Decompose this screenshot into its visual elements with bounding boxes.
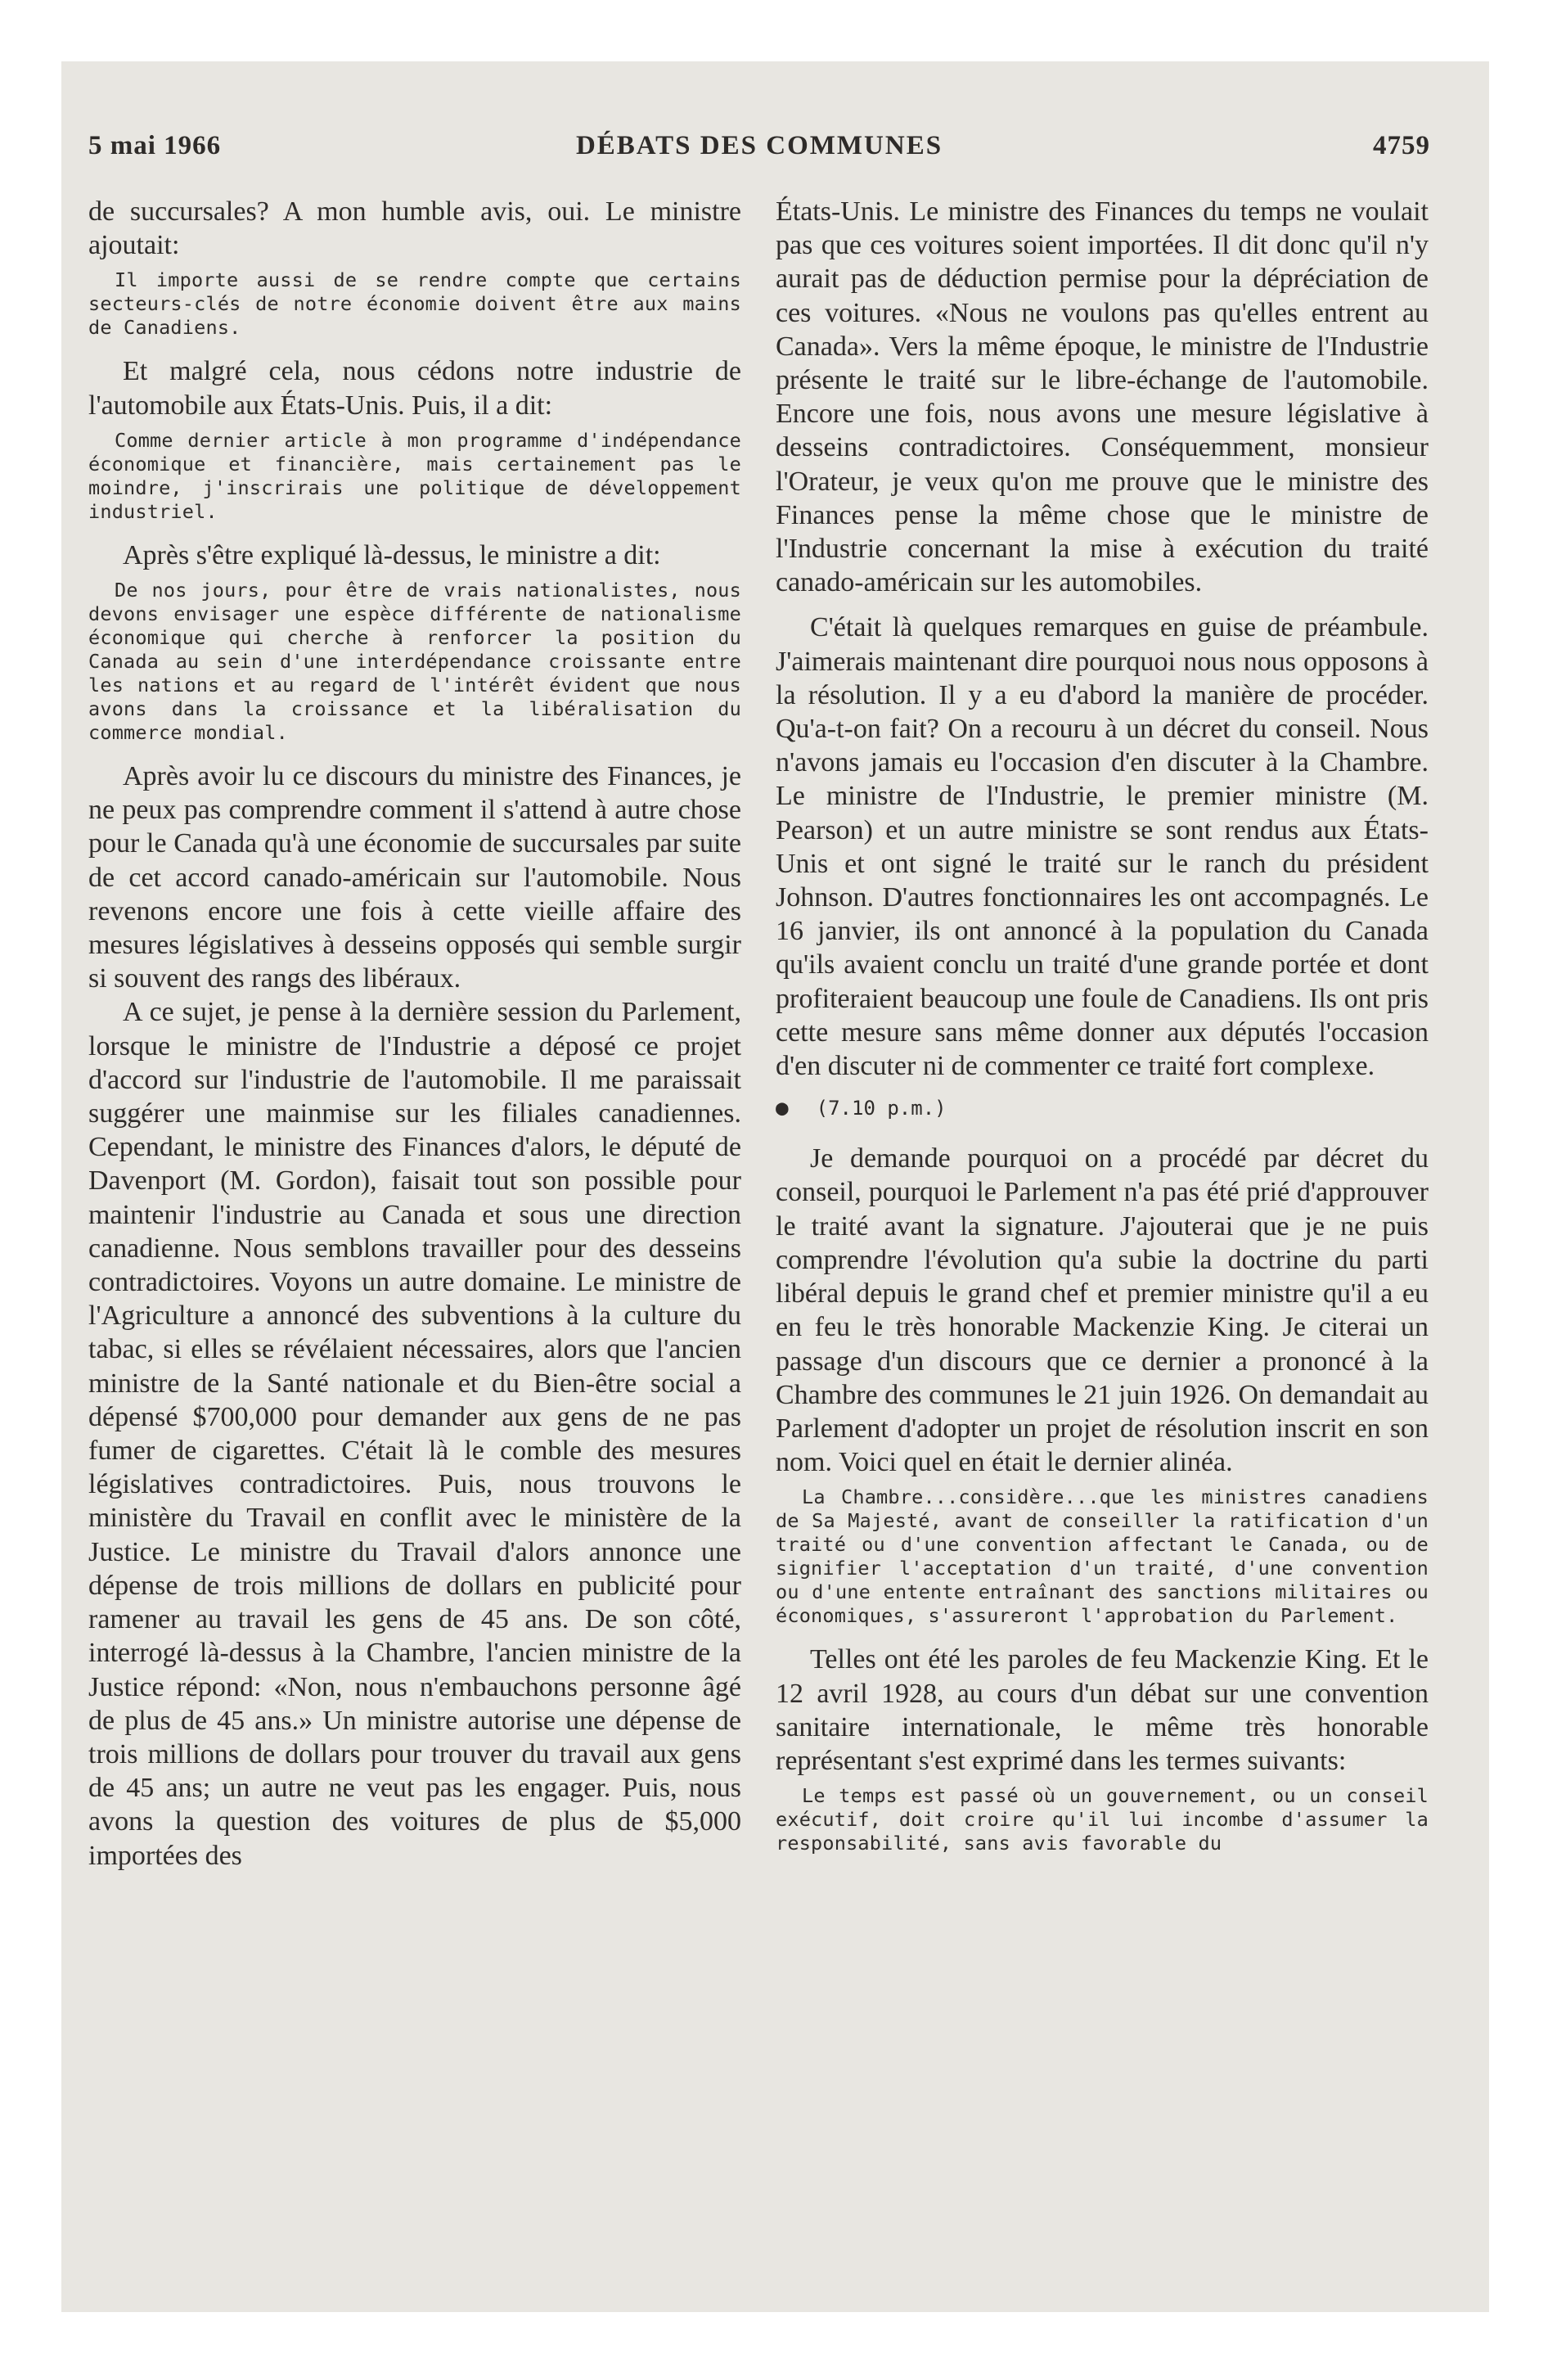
paragraph: C'était là quelques remarques en guise de préambule. J'aimerais maintenant dire pourquoi nous nous opposons à la résolution. Il y a eu d'abord la manière de procéder. Qu'a-t-on fait? On a recouru à un décret du conseil. Nous n'avons jamais eu l'occasion d'en discuter à la Chambre. Le ministre de l'Industrie, le premier ministre (M. Pearson) et un autre ministre se sont rendus aux États-Unis et ont signé le traité sur le ranch du président Johnson. D'autres fonctionnaires les ont accompagnés. Le 16 janvier, ils ont annoncé à la population du Canada qu'ils avaient conclu un traité d'une grande portée et dont profiteraient beaucoup une foule de Canadiens. Ils ont pris cette mesure sans même donner aux députés l'occasion d'en discuter ni de commenter ce traité fort complexe. (776, 612, 1429, 1082)
paragraph: de succursales? A mon humble avis, oui. Le ministre ajoutait: (88, 196, 741, 261)
paragraph: Et malgré cela, nous cédons notre industrie de l'automobile aux États-Unis. Puis, il a dit: (88, 356, 741, 421)
paragraph: A ce sujet, je pense à la dernière session du Parlement, lorsque le ministre de l'Industrie a déposé ce projet d'accord sur l'industrie de l'automobile. Il me paraissait suggérer une mainmise sur les filiales canadiennes. Cependant, le ministre des Finances d'alors, le député de Davenport (M. Gordon), faisait tout son possible pour maintenir l'industrie au Canada et sous une direction canadienne. Nous semblons travailler pour des desseins contradictoires. Voyons un autre domaine. Le ministre de l'Agriculture a annoncé des subventions à la culture du tabac, si elles se révélaient nécessaires, alors que l'ancien ministre de la Santé nationale et du Bien-être social a dépensé $700,000 pour demander aux gens de ne pas fumer de cigarettes. C'était là le comble des mesures législatives contradictoires. Puis, nous trouvons le ministère du Travail en conflit avec le ministère de la Justice. Le ministre du Travail d'alors annonce une dépense de trois millions de dollars en publicité pour ramener au travail les gens de 45 ans. De son côté, interrogé là-dessus à la Chambre, l'ancien ministre de la Justice répond: «Non, nous n'embauchons personne âgé de plus de 45 ans.» Un ministre autorise une dépense de trois millions de dollars pour trouver du travail aux gens de 45 ans; un autre ne veut pas les engager. Puis, nous avons la question des voitures de plus de $5,000 importées des (88, 997, 741, 1871)
bullet-marker: ● (776, 1096, 789, 1121)
page-header (88, 131, 1430, 172)
block-quote: De nos jours, pour être de vrais nationalistes, nous devons envisager une espèce différente de nationalisme économique qui cherche à renforcer la position du Canada au sein d'une interdépendance croissante entre les nations et au regard de l'intérêt évident que nous avons dans la croissance et la libéralisation du commerce mondial. (88, 579, 741, 745)
left-column (88, 195, 741, 1873)
header-title: DÉBATS DES COMMUNES (575, 131, 943, 160)
paragraph: Après avoir lu ce discours du ministre des Finances, je ne peux pas comprendre comment il s'attend à autre chose pour le Canada qu'à une économie de succursales par suite de cet accord canado-américain sur l'automobile. Nous revenons encore une fois à cette vieille affaire des mesures législatives à desseins opposés qui semble surgir si souvent des rangs des libéraux. (88, 761, 741, 994)
paragraph: Je demande pourquoi on a procédé par décret du conseil, pourquoi le Parlement n'a pas été prié d'approuver le traité avant la signature. J'ajouterai que je ne puis comprendre l'évolution qu'a subie la doctrine du parti libéral depuis le grand chef et premier ministre qu'il a eu en feu le très honorable Mackenzie King. Je citerai un passage d'un discours que ce dernier a prononcé à la Chambre des communes le 21 juin 1926. On demandait au Parlement d'adopter un projet de résolution inscrit en son nom. Voici quel en était le dernier alinéa. (776, 1143, 1429, 1478)
paragraph: Après s'être expliqué là-dessus, le ministre a dit: (123, 539, 661, 570)
right-column (776, 195, 1429, 1870)
page-number: 4759 (1373, 131, 1430, 160)
block-quote: Le temps est passé où un gouvernement, ou un conseil exécutif, doit croire qu'il lui incombe d'assumer la responsabilité, sans avis favorable du (776, 1784, 1429, 1855)
block-quote: Il importe aussi de se rendre compte que certains secteurs-clés de notre économie doivent être aux mains de Canadiens. (88, 268, 741, 340)
spacer (776, 599, 1429, 611)
block-quote: Comme dernier article à mon programme d'indépendance économique et financière, mais certainement pas le moindre, j'inscrirais une politique de développement industriel. (88, 428, 741, 523)
block-quote: La Chambre...considère...que les ministres canadiens de Sa Majesté, avant de conseiller la ratification d'un traité ou d'une convention affectant le Canada, ou de signifier l'acceptation d'un traité, d'une convention ou d'une entente entraînant des sanctions militaires ou économiques, s'assureront l'approbation du Parlement. (776, 1485, 1429, 1628)
paragraph: États-Unis. Le ministre des Finances du temps ne voulait pas que ces voitures soient importées. Il dit donc qu'il n'y aurait pas de déduction permise pour la dépréciation de ces voitures. «Nous ne voulons pas qu'elles entrent au Canada». Vers la même époque, le ministre de l'Industrie présente le traité sur le libre-échange de l'automobile. Encore une fois, nous avons une mesure législative à desseins contradictoires. Conséquemment, monsieur l'Orateur, je veux qu'on me prouve que le ministre des Finances pense la même chose que le ministre de l'Industrie concernant la mise à exécution du traité canado-américain sur les automobiles. (776, 196, 1429, 598)
timestamp-line (776, 1096, 1429, 1120)
timestamp: (7.10 p.m.) (816, 1097, 947, 1120)
paragraph: Telles ont été les paroles de feu Mackenzie King. Et le 12 avril 1928, au cours d'un débat sur une convention sanitaire internationale, le même très honorable représentant s'est exprimé dans les termes suivants: (776, 1644, 1429, 1776)
header-date: 5 mai 1966 (88, 131, 222, 160)
